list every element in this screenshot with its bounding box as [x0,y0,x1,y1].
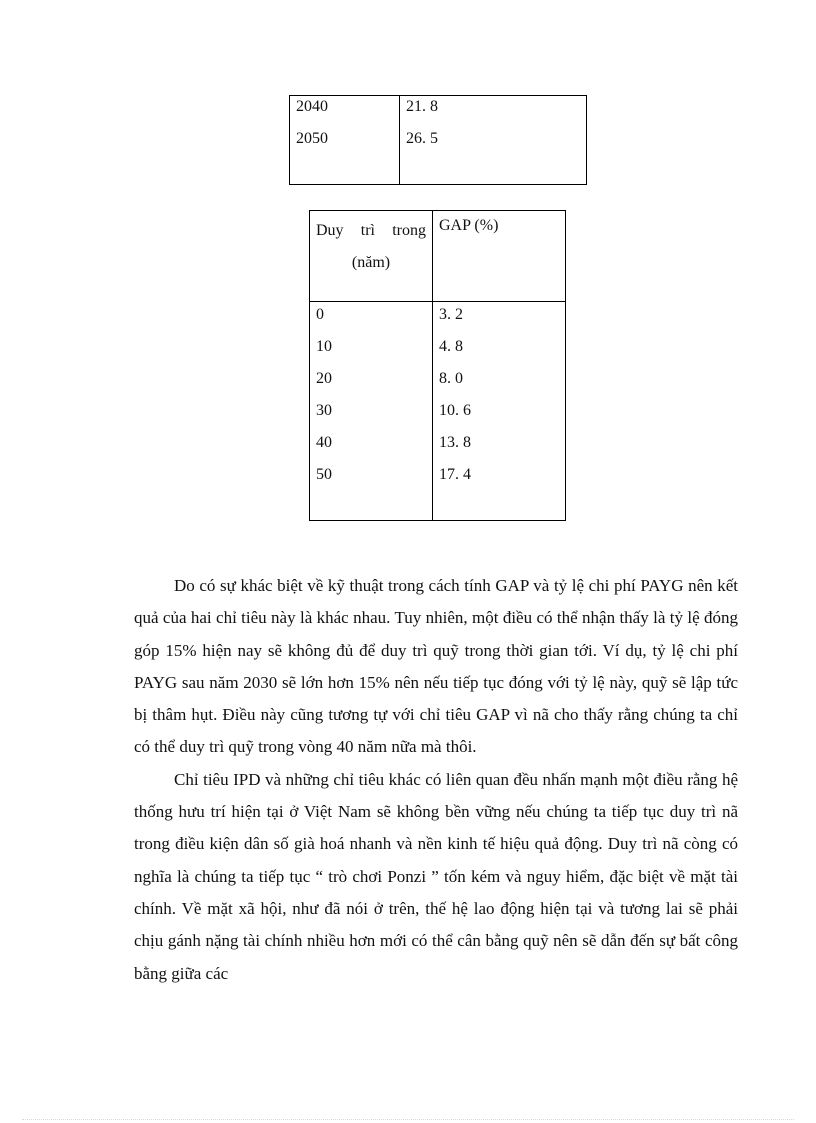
year-column [290,96,400,185]
years-column [310,302,433,521]
year-cell: 2040 [296,98,328,115]
gap-table [309,210,566,521]
header-years-line2: (năm) [351,254,391,271]
years-cell: 0 [316,306,324,323]
header-years-line1: Duy trì trong [316,222,426,239]
payg-table-continuation [289,95,587,185]
header-gap-label: GAP (%) [439,217,499,234]
gap-cell: 10. 6 [439,402,471,419]
paragraph: Do có sự khác biệt về kỹ thuật trong cách tính GAP và tỷ lệ chi phí PAYG nên kết quả của hai chỉ tiêu này là khác nhau. Tuy nhiên, một điều có thể nhận thấy là tỷ lệ đóng góp 15% hiện nay sẽ không đủ để duy trì quỹ trong thời gian tới. Ví dụ, tỷ lệ chi phí PAYG sau năm 2030 sẽ lớn hơn 15% nên nếu tiếp tục đóng với tỷ lệ này, quỹ sẽ lập tức bị thâm hụt. Điều này cũng tương tự với chỉ tiêu GAP vì nã cho thấy rằng chúng ta chỉ có thể duy trì quỹ trong vòng 40 năm nữa mà thôi. [134,576,738,757]
years-cell: 30 [316,402,332,419]
value-cell: 21. 8 [406,98,438,115]
gap-table-header-gap [433,211,566,302]
gap-cell: 8. 0 [439,370,463,387]
year-cell: 2050 [296,130,328,147]
value-cell: 26. 5 [406,130,438,147]
page-bottom-rule [22,1119,794,1120]
value-column [400,96,587,185]
gap-cell: 13. 8 [439,434,471,451]
gap-table-header-years [310,211,433,302]
gap-cell: 17. 4 [439,466,471,483]
gap-cell: 4. 8 [439,338,463,355]
years-cell: 20 [316,370,332,387]
body-text [134,570,738,990]
paragraph: Chỉ tiêu IPD và những chỉ tiêu khác có liên quan đều nhấn mạnh một điều rằng hệ thống hưu trí hiện tại ở Việt Nam sẽ không bền vững nếu chúng ta tiếp tục duy trì nã trong điều kiện dân số già hoá nhanh và nền kinh tế hiệu quả động. Duy trì nã còng có nghĩa là chúng ta tiếp tục “ trò chơi Ponzi ” tốn kém và nguy hiểm, đặc biệt về mặt tài chính. Về mặt xã hội, như đã nói ở trên, thế hệ lao động hiện tại và tương lai sẽ phải chịu gánh nặng tài chính nhiều hơn mới có thể cân bằng quỹ nên sẽ dẫn đến sự bất công bằng giữa các [134,769,738,983]
years-cell: 50 [316,466,332,483]
gap-cell: 3. 2 [439,306,463,323]
years-cell: 10 [316,338,332,355]
years-cell: 40 [316,434,332,451]
gap-column [433,302,566,521]
